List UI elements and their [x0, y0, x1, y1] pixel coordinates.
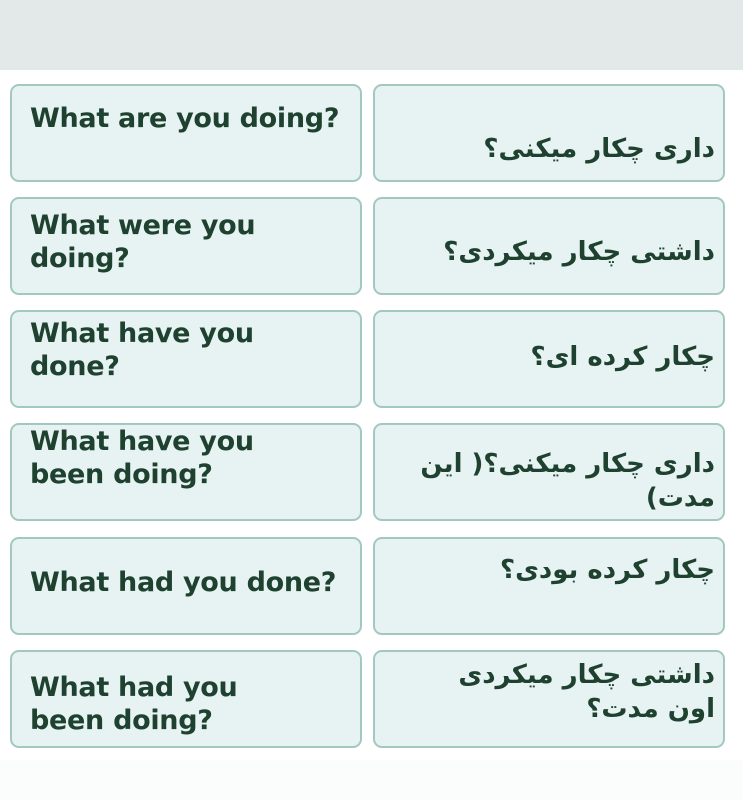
persian-card-6: [373, 650, 725, 748]
persian-card-3: [373, 310, 725, 408]
english-card-2: [10, 197, 362, 295]
english-phrase: What had you done?: [30, 567, 337, 598]
persian-phrase: چکار کرده ای؟: [530, 342, 715, 372]
english-phrase: What have you done?: [30, 318, 254, 382]
english-card-1: [10, 84, 362, 182]
english-card-6: [10, 650, 362, 748]
persian-phrase: داری چکار میکنی؟: [483, 134, 715, 164]
english-card-5: [10, 537, 362, 635]
persian-phrase: داشتی چکار میکردی؟: [443, 237, 715, 267]
english-card-4: [10, 423, 362, 521]
bottom-margin: [0, 760, 743, 800]
persian-phrase: داشتی چکار میکردی اون مدت؟: [458, 660, 715, 724]
english-phrase: What have you been doing?: [30, 426, 254, 490]
english-card-3: [10, 310, 362, 408]
persian-card-5: [373, 537, 725, 635]
english-phrase: What were you doing?: [30, 210, 256, 274]
persian-card-2: [373, 197, 725, 295]
top-band: [0, 0, 743, 70]
english-phrase: What had you been doing?: [30, 672, 238, 736]
persian-card-4: [373, 423, 725, 521]
persian-phrase: داری چکار میکنی؟( این مدت): [420, 449, 715, 513]
english-phrase: What are you doing?: [30, 103, 340, 134]
persian-card-1: [373, 84, 725, 182]
persian-phrase: چکار کرده بودی؟: [500, 555, 715, 585]
